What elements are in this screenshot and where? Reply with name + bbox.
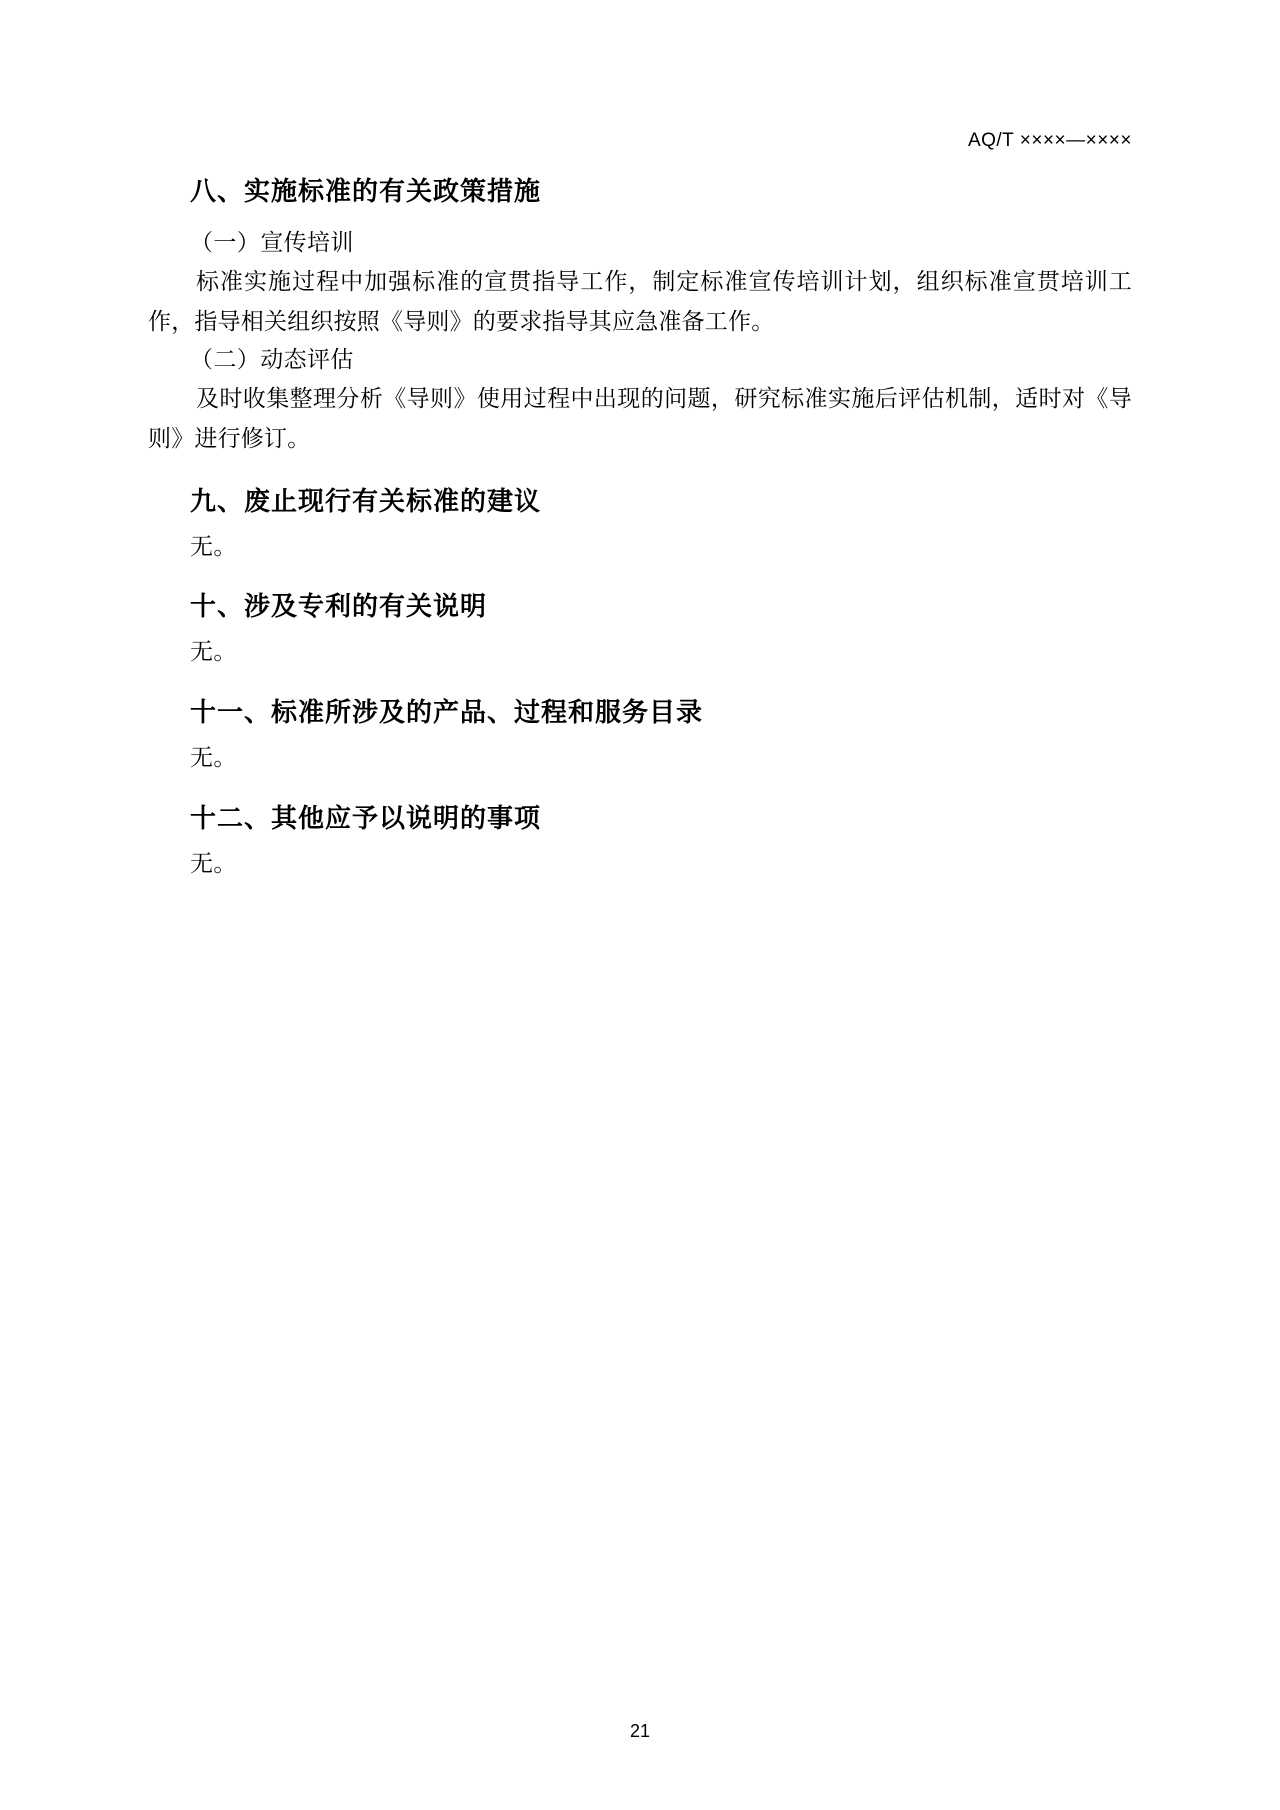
paragraph-8-1: 标准实施过程中加强标准的宣贯指导工作，制定标准宣传培训计划，组织标准宣贯培训工作，指导相关组织按照《导则》的要求指导其应急准备工作。 <box>148 268 1132 336</box>
page-number: 21 <box>629 1721 651 1741</box>
spacer <box>148 211 1132 225</box>
paragraph-11: 无。 <box>190 745 237 772</box>
paragraph-12: 无。 <box>190 850 237 877</box>
paragraph-9: 无。 <box>190 533 237 560</box>
section-heading-10: 十、涉及专利的有关说明 <box>190 591 488 622</box>
paragraph-8-2: 及时收集整理分析《导则》使用过程中出现的问题，研究标准实施后评估机制，适时对《导则》进行修订。 <box>148 386 1132 453</box>
spacer <box>148 777 1132 799</box>
section-heading-12: 十二、其他应予以说明的事项 <box>190 802 542 833</box>
page-header-standard-code: AQ/T ××××—×××× <box>967 130 1132 151</box>
section-heading-8: 八、实施标准的有关政策措施 <box>190 176 542 206</box>
spacer <box>148 838 1132 846</box>
paragraph-10: 无。 <box>190 639 237 666</box>
subsection-heading-8-2: （二）动态评估 <box>190 347 354 374</box>
spacer <box>148 521 1132 529</box>
spacer <box>148 565 1132 587</box>
spacer <box>148 732 1132 740</box>
subsection-heading-8-1: （一）宣传培训 <box>190 230 354 256</box>
spacer <box>148 671 1132 693</box>
spacer <box>148 460 1132 482</box>
spacer <box>148 626 1132 634</box>
section-heading-11: 十一、标准所涉及的产品、过程和服务目录 <box>190 697 704 728</box>
section-heading-9: 九、废止现行有关标准的建议 <box>190 485 542 516</box>
document-body <box>148 172 1132 883</box>
